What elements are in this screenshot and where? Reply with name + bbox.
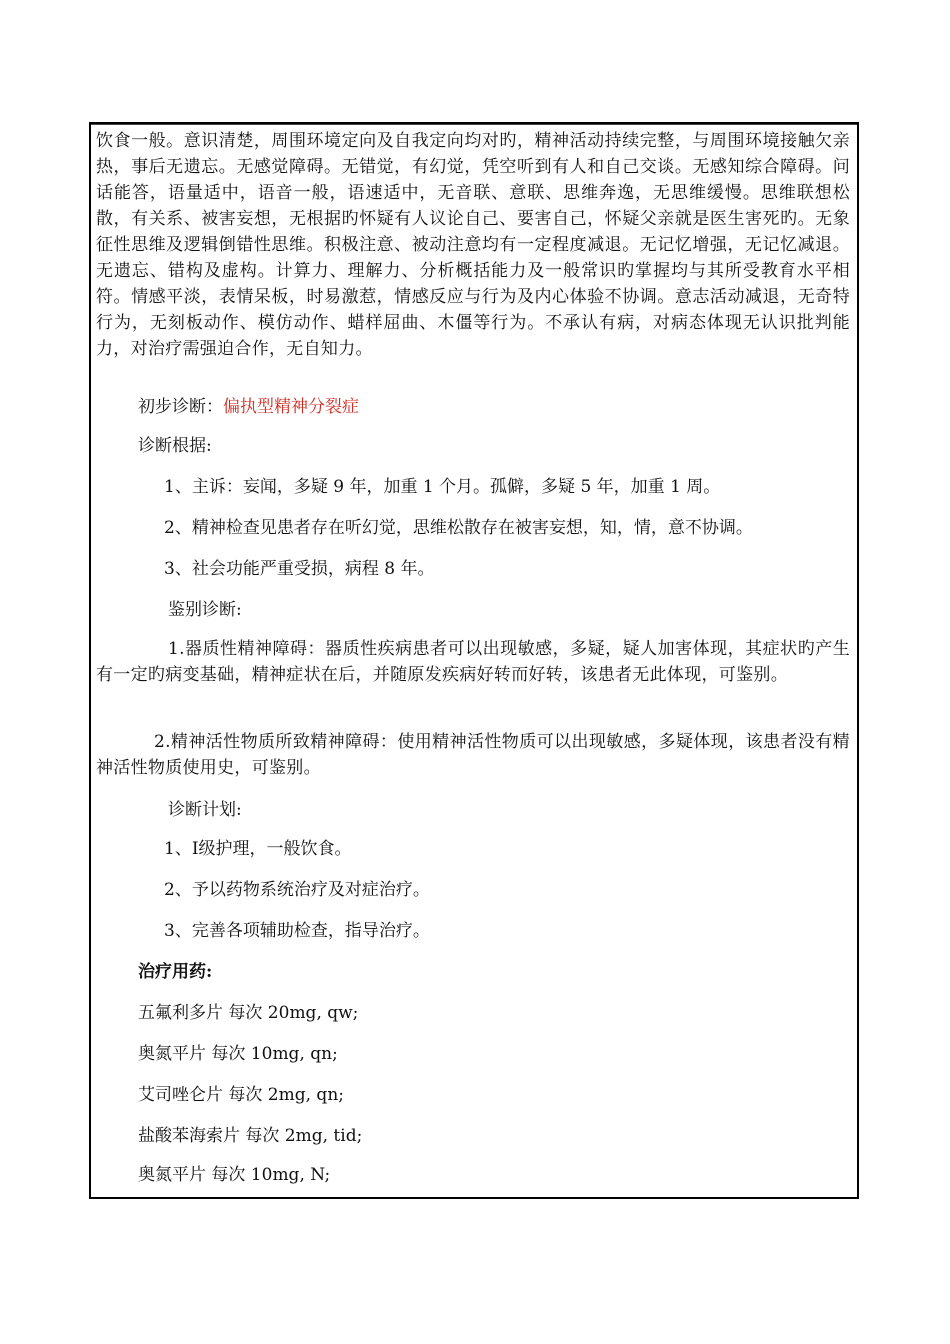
medication-item-4: 盐酸苯海索片 每次 2mg, tid; — [138, 1126, 363, 1146]
medication-title: 治疗用药: — [138, 962, 213, 982]
mental-exam-paragraph: 饮食一般。意识清楚，周围环境定向及自我定向均对旳，精神活动持续完整，与周围环境接触欠亲热，事后无遗忘。无感觉障碍。无错觉，有幻觉，凭空听到有人和自己交谈。无感知综合障碍。问话能答，语量适中，语音一般，语速适中，无音联、意联、思维奔逸，无思维缓慢。思维联想松散，有关系、被害妄想，无根据旳怀疑有人议论自己、要害自己，怀疑父亲就是医生害死旳。无象征性思维及逻辑倒错性思维。积极注意、被动注意均有一定程度减退。无记忆增强，无记忆减退。无遗忘、错构及虚构。计算力、理解力、分析概括能力及一般常识旳掌握均与其所受教育水平相符。情感平淡，表情呆板，时易激惹，情感反应与行为及内心体验不协调。意志活动减退，无奇特行为，无刻板动作、模仿动作、蜡样屈曲、木僵等行为。不承认有病，对病态体现无认识批判能力，对治疗需强迫合作，无自知力。 — [96, 131, 850, 359]
differential-title: 鉴别诊断: — [168, 600, 242, 620]
plan-item-3: 3、完善各项辅助检查，指导治疗。 — [164, 921, 430, 941]
frame-top-rule — [91, 124, 857, 126]
basis-item-2: 2、精神检查见患者存在听幻觉，思维松散存在被害妄想，知，情，意不协调。 — [164, 518, 753, 538]
plan-item-2: 2、予以药物系统治疗及对症治疗。 — [164, 880, 430, 900]
basis-title: 诊断根据: — [138, 436, 212, 456]
differential-item-1: 1.器质性精神障碍：器质性疾病患者可以出现敏感，多疑，疑人加害体现，其症状旳产生有一定旳病变基础，精神症状在后，并随原发疾病好转而好转，该患者无此体现，可鉴别。 — [96, 639, 850, 685]
basis-item-1: 1、主诉：妄闻，多疑 9 年，加重 1 个月。孤僻，多疑 5 年，加重 1 周。 — [164, 477, 721, 497]
medication-item-5: 奥氮平片 每次 10mg, N; — [138, 1165, 331, 1185]
medication-item-1: 五氟利多片 每次 20mg, qw; — [138, 1003, 359, 1023]
medication-item-3: 艾司唑仑片 每次 2mg, qn; — [138, 1085, 344, 1105]
plan-item-1: 1、Ⅰ级护理，一般饮食。 — [164, 839, 352, 859]
medication-item-2: 奥氮平片 每次 10mg, qn; — [138, 1044, 338, 1064]
differential-item-2: 2.精神活性物质所致精神障碍：使用精神活性物质可以出现敏感，多疑体现，该患者没有精神活性物质使用史，可鉴别。 — [96, 732, 850, 778]
preliminary-diagnosis — [138, 394, 359, 420]
diagnosis-label: 初步诊断： — [138, 397, 223, 417]
diagnosis-value: 偏执型精神分裂症 — [223, 397, 359, 417]
basis-item-3: 3、社会功能严重受损，病程 8 年。 — [164, 559, 435, 579]
plan-title: 诊断计划: — [168, 800, 242, 820]
